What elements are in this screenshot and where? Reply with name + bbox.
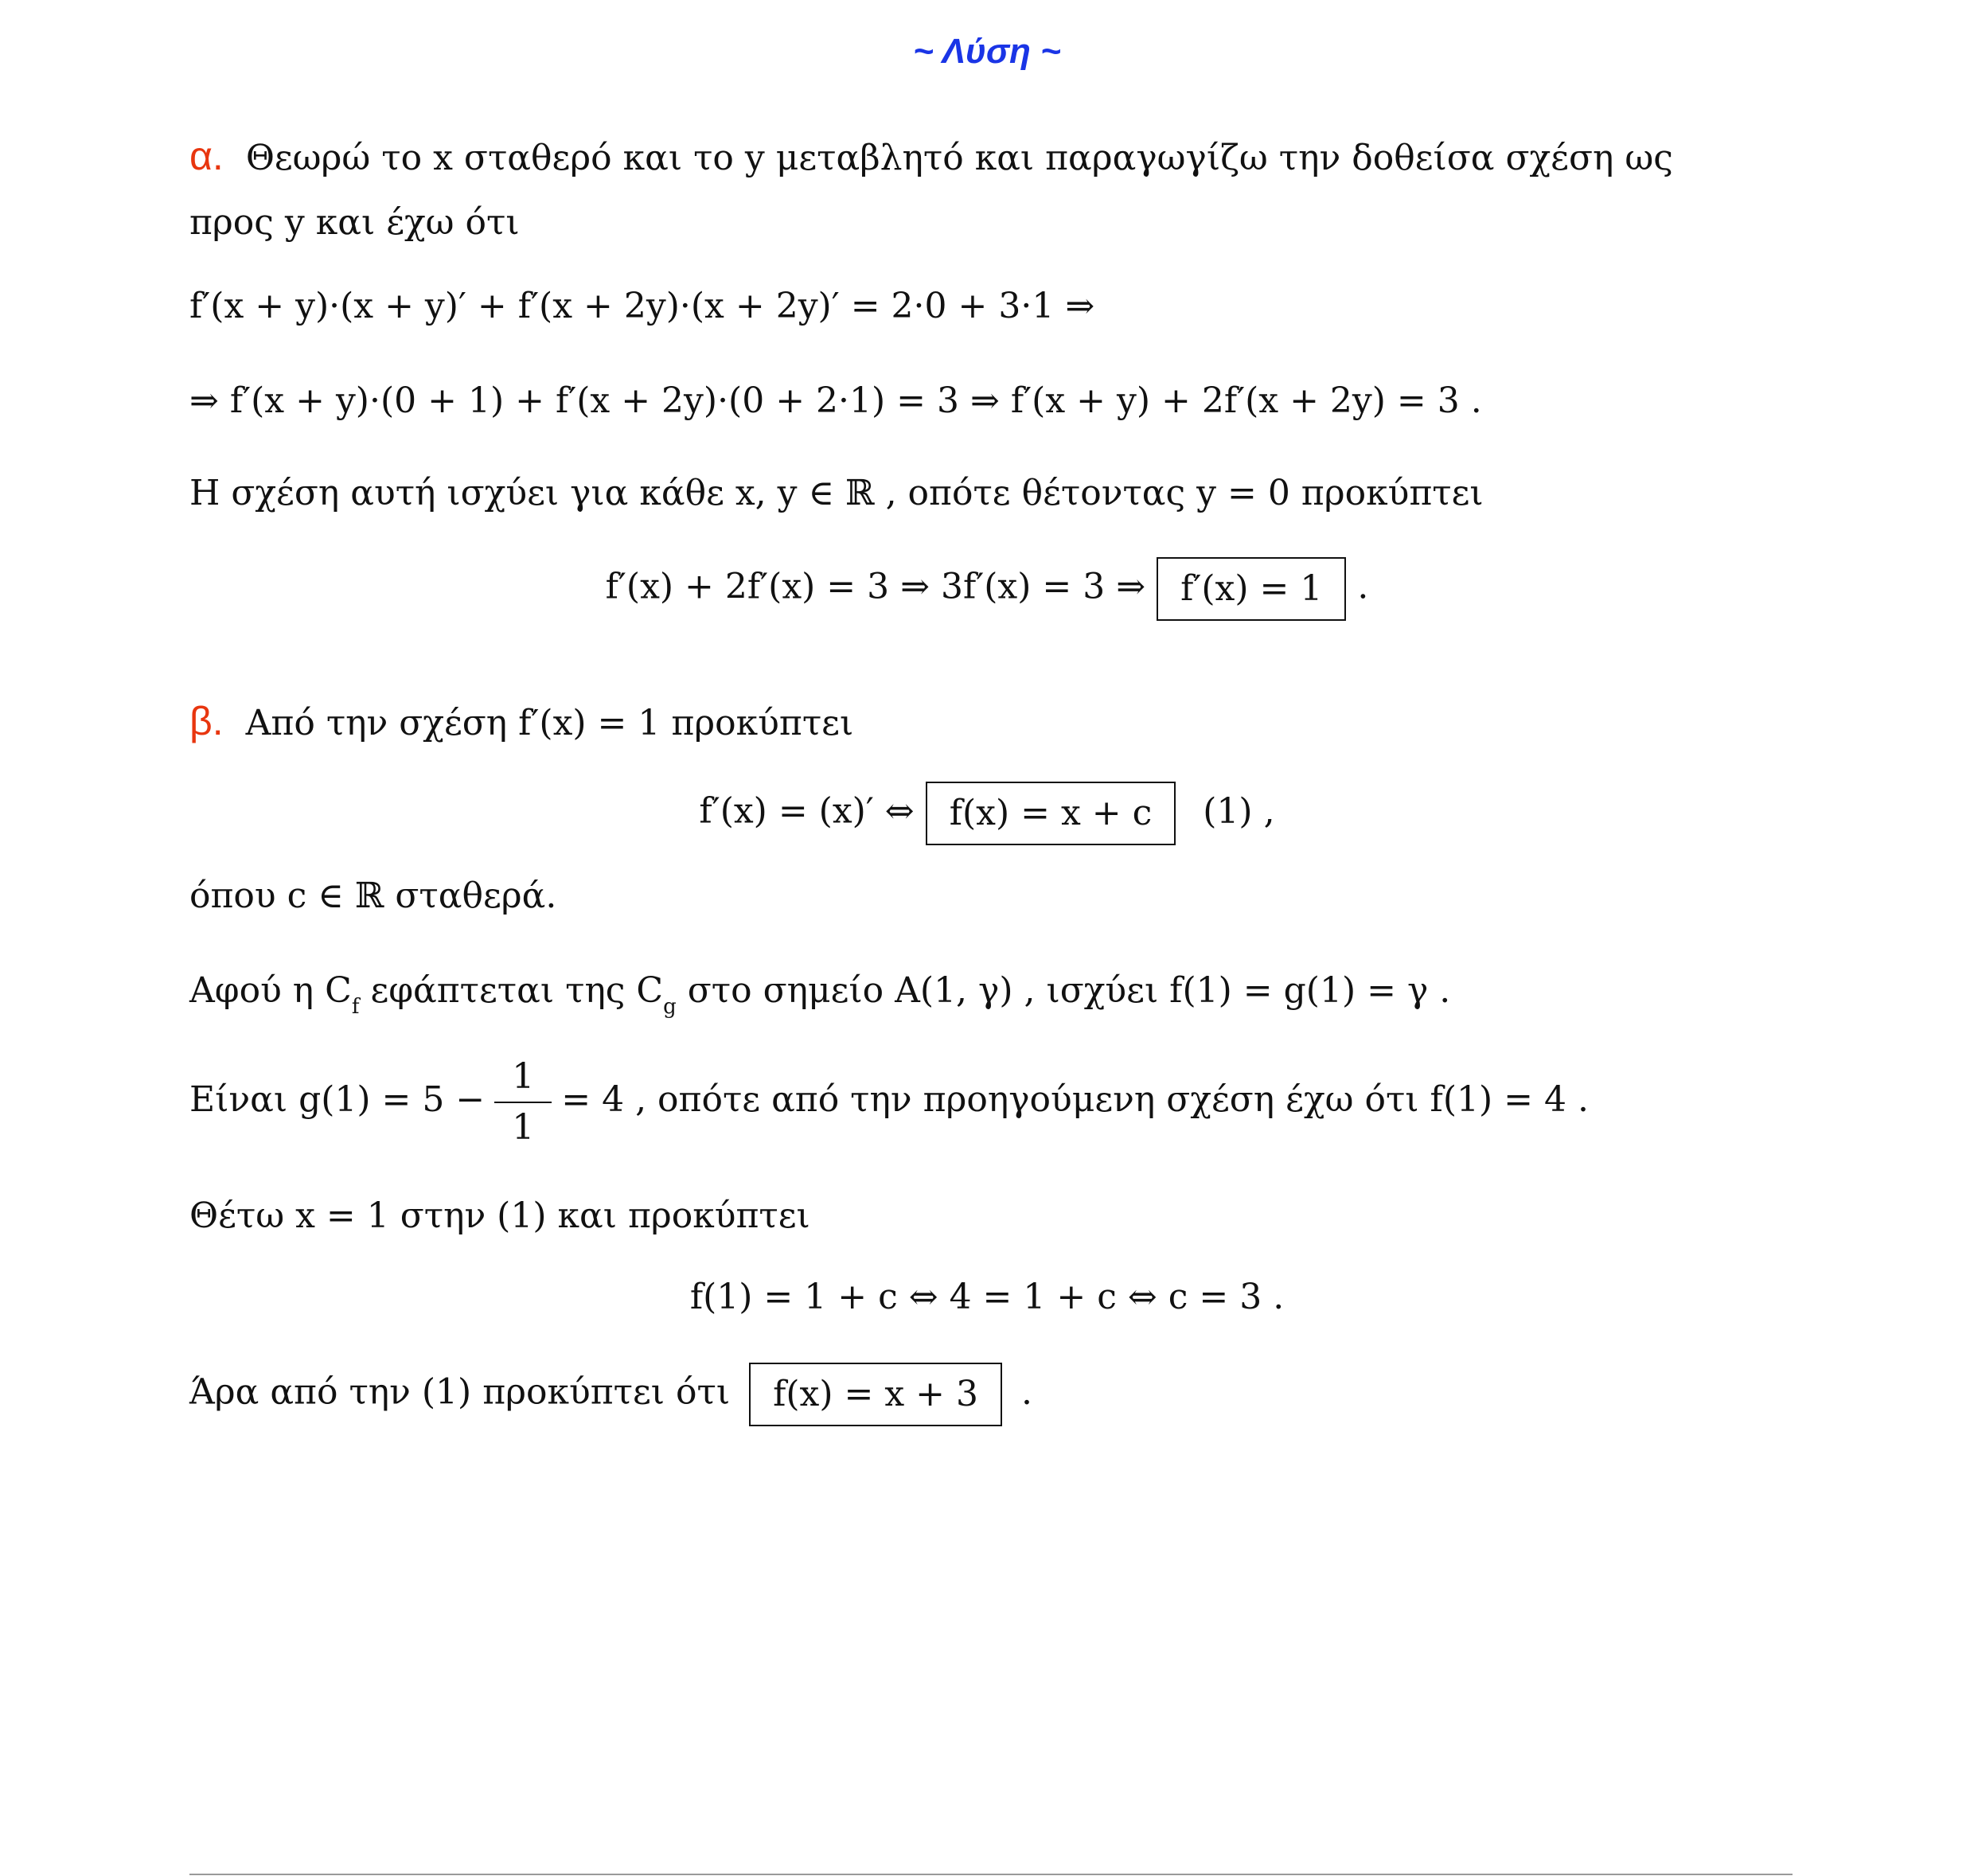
final-answer-box: f(x) = x + 3 (749, 1363, 1002, 1426)
part-b-line-3-a: Αφού η C (189, 970, 352, 1011)
part-b-text-1: Από την σχέση f′(x) = 1 προκύπτει (245, 703, 854, 743)
part-a-text-1: Θεωρώ το x σταθερό και το y μεταβλητό και παραγωγίζω την δοθείσα σχέση ως (245, 138, 1673, 178)
part-b-line-6-text: Άρα από την (1) προκύπτει ότι (189, 1371, 731, 1413)
part-a-label: α. (189, 134, 224, 178)
fraction-denominator: 1 (512, 1106, 535, 1148)
part-b-line-4-b: = 4 , οπότε από την προηγούμενη σχέση έχω ότι f(1) = 4 . (561, 1079, 1589, 1120)
part-b-line-3-c: στο σημείο A(1, γ) , ισχύει f(1) = g(1) = γ . (676, 970, 1451, 1011)
fraction-numerator: 1 (494, 1052, 552, 1103)
part-b-line-4 (189, 1049, 1589, 1153)
part-b-equation-2: f(1) = 1 + c ⇔ 4 = 1 + c ⇔ c = 3 . (689, 1277, 1285, 1317)
part-a-equation-2: ⇒ f′(x + y)·(0 + 1) + f′(x + 2y)·(0 + 2·1) = 3 ⇒ f′(x + y) + 2f′(x + 2y) = 3 . (189, 380, 1482, 421)
part-a-equation-3-left: f′(x) + 2f′(x) = 3 ⇒ 3f′(x) = 3 ⇒ (605, 566, 1146, 607)
part-a-equation-3 (0, 557, 1974, 621)
part-a-equation-1: f′(x + y)·(x + y)′ + f′(x + 2y)·(x + 2y)′ = 2·0 + 3·1 ⇒ (189, 286, 1095, 326)
part-b-line-6-end: . (1021, 1371, 1033, 1413)
part-a-line-2: προς y και έχω ότι (189, 202, 520, 243)
part-b-equation-1 (0, 782, 1974, 845)
part-b-equation-1-left: f′(x) = (x)′ ⇔ (699, 790, 915, 832)
fraction (494, 1052, 552, 1153)
part-b-line-4-a: Είναι g(1) = 5 − (189, 1079, 486, 1120)
part-a-line-3: Η σχέση αυτή ισχύει για κάθε x, y ∈ ℝ , οπότε θέτοντας y = 0 προκύπτει (189, 473, 1484, 513)
bottom-rule (189, 1874, 1793, 1875)
part-b-line-6 (189, 1363, 1032, 1426)
subscript-g: g (663, 995, 677, 1019)
part-b-general-solution-box: f(x) = x + c (926, 782, 1176, 845)
part-a-result-box: f′(x) = 1 (1157, 557, 1346, 621)
part-b-equation-1-end: (1) , (1203, 790, 1275, 832)
part-b-line-5: Θέτω x = 1 στην (1) και προκύπτει (189, 1195, 810, 1236)
part-a-equation-3-end: . (1357, 566, 1369, 607)
part-a-line-1 (189, 132, 1673, 182)
part-b-line-3-b: εφάπτεται της C (359, 970, 664, 1011)
part-b-line-3 (189, 967, 1450, 1031)
solution-title: ~ Λύση ~ (913, 32, 1061, 71)
subscript-f: f (351, 995, 360, 1019)
part-b-line-2: όπου c ∈ ℝ σταθερά. (189, 876, 557, 916)
part-b-line-1 (189, 697, 853, 747)
part-b-label: β. (189, 699, 224, 743)
